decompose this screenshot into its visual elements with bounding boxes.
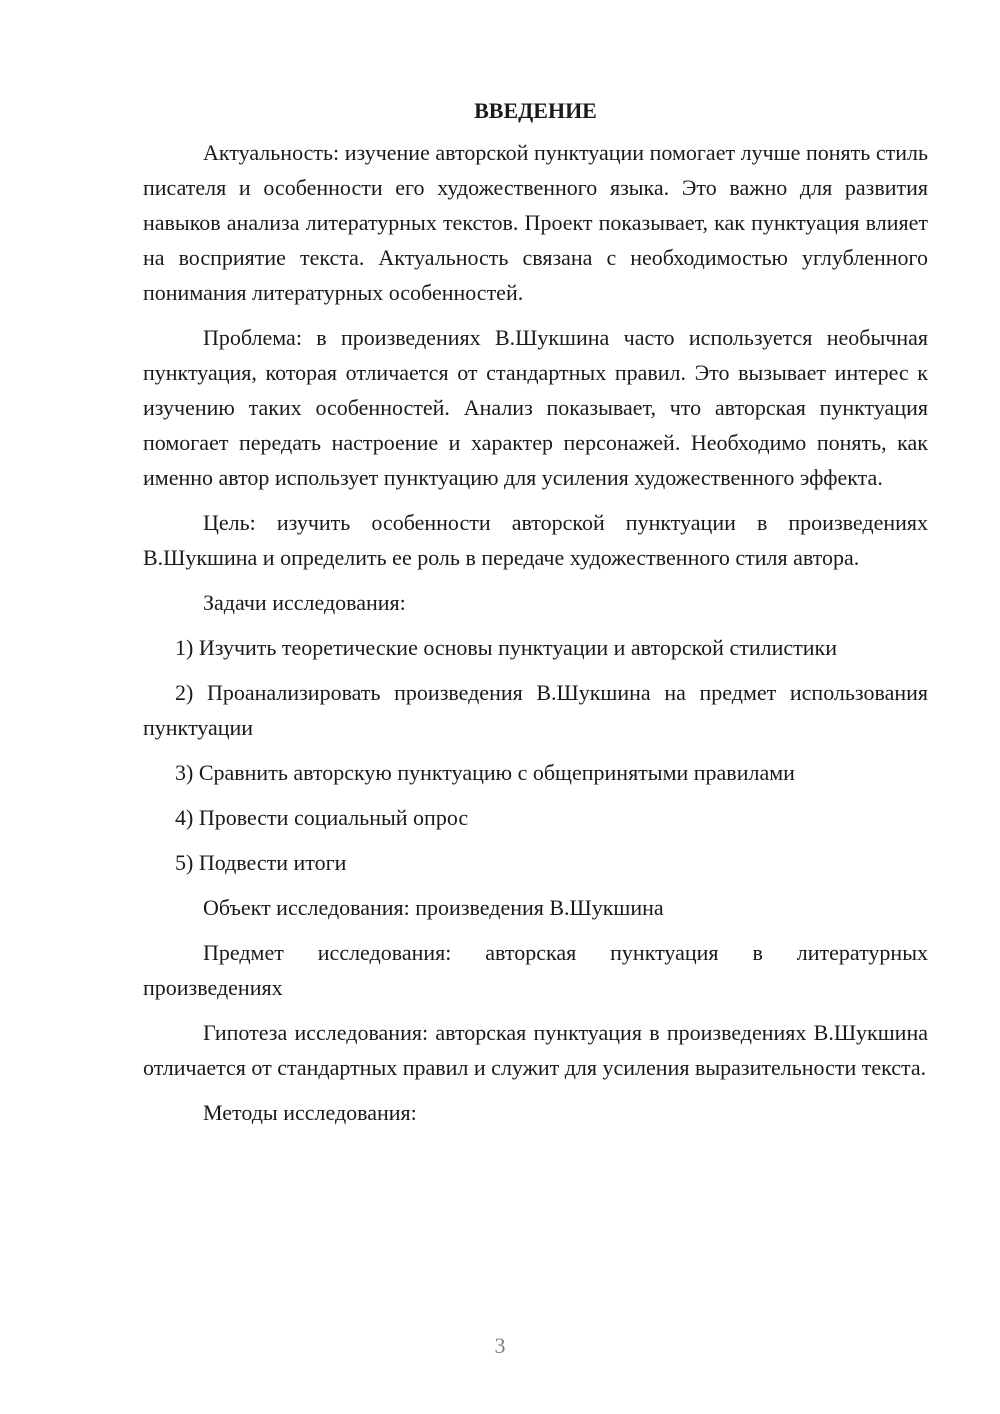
page-number: 3 (494, 1333, 506, 1358)
task-item-2: 2) Проанализировать произведения В.Шукшина на предмет использования пунктуации (143, 680, 928, 740)
paragraph-problem: Проблема: в произведениях В.Шукшина часто используется необычная пунктуация, которая отличается от стандартных правил. Это вызывает интерес к изучению таких особенностей. Анализ показывает, что авторская пунктуация помогает передать настроение и характер персонажей. Необходимо понять, как именно автор использует пунктуацию для усиления художественного эффекта. (143, 325, 928, 490)
paragraph-object: Объект исследования: произведения В.Шукшина (203, 895, 664, 920)
section-title: ВВЕДЕНИЕ (474, 98, 597, 123)
task-item-1: 1) Изучить теоретические основы пунктуации и авторской стилистики (175, 635, 837, 660)
task-item-4: 4) Провести социальный опрос (175, 805, 469, 830)
task-item-5: 5) Подвести итоги (175, 850, 347, 875)
page-content (143, 95, 928, 1140)
paragraph-goal: Цель: изучить особенности авторской пунктуации в произведениях В.Шукшина и определить ее роль в передаче художественного стиля автора. (143, 510, 928, 570)
paragraph-methods: Методы исследования: (203, 1100, 417, 1125)
paragraph-relevance: Актуальность: изучение авторской пунктуации помогает лучше понять стиль писателя и особенности его художественного языка. Это важно для развития навыков анализа литературных текстов. Проект показывает, как пунктуация влияет на восприятие текста. Актуальность связана с необходимостью углубленного понимания литературных особенностей. (143, 140, 928, 305)
paragraph-subject: Предмет исследования: авторская пунктуация в литературных произведениях (143, 940, 928, 1000)
paragraph-tasks-heading: Задачи исследования: (203, 590, 406, 615)
task-item-3: 3) Сравнить авторскую пунктуацию с общепринятыми правилами (175, 760, 795, 785)
paragraph-hypothesis: Гипотеза исследования: авторская пунктуация в произведениях В.Шукшина отличается от стандартных правил и служит для усиления выразительности текста. (143, 1020, 928, 1080)
